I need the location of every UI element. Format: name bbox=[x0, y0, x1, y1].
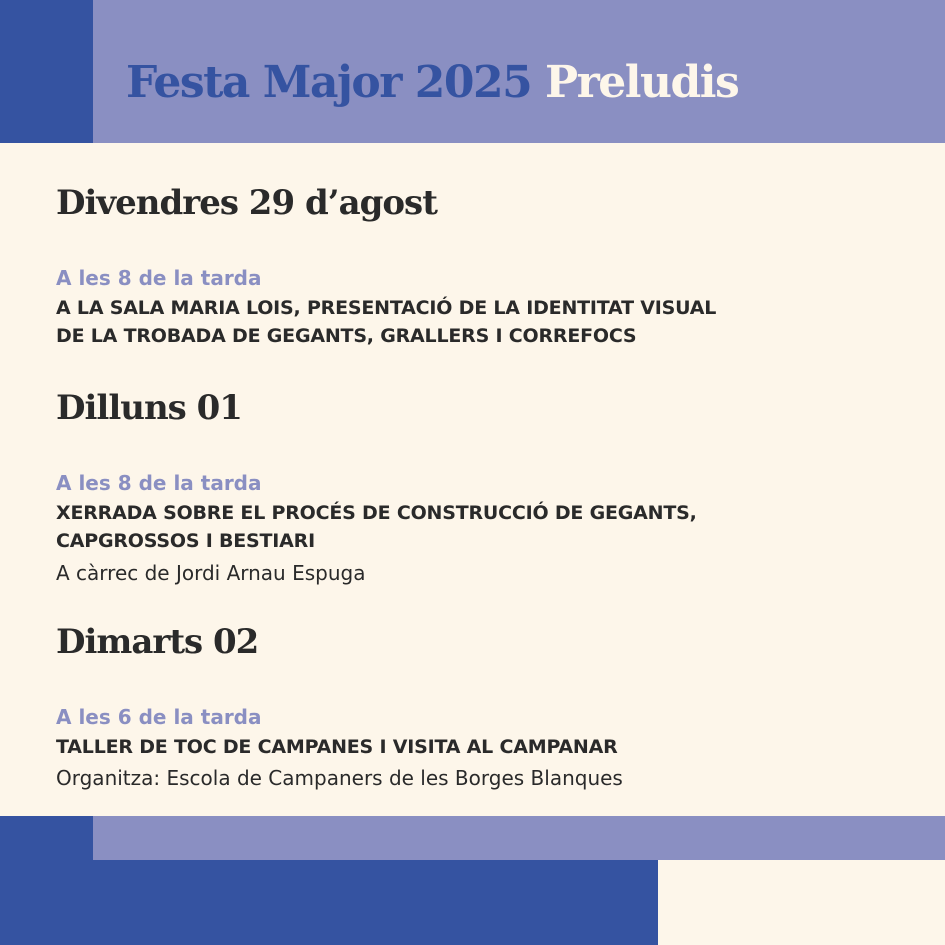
event-desc-3a: TALLER DE TOC DE CAMPANES I VISITA AL CAMPANAR bbox=[56, 736, 618, 758]
event-note-3: Organitza: Escola de Campaners de les Borges Blanques bbox=[56, 766, 623, 790]
event-day-3: Dimarts 02 bbox=[56, 622, 259, 662]
event-note-2: A càrrec de Jordi Arnau Espuga bbox=[56, 561, 366, 585]
event-time-2: A les 8 de la tarda bbox=[56, 471, 262, 495]
event-day-1: Divendres 29 d’agost bbox=[56, 183, 437, 223]
header-blue-block bbox=[0, 0, 93, 143]
event-desc-1b: DE LA TROBADA DE GEGANTS, GRALLERS I CORREFOCS bbox=[56, 325, 637, 347]
footer-cream-block bbox=[658, 860, 945, 945]
event-desc-2a: XERRADA SOBRE EL PROCÉS DE CONSTRUCCIÓ DE GEGANTS, bbox=[56, 502, 697, 524]
title-main: Festa Major 2025 bbox=[126, 57, 532, 108]
footer-blue-block bbox=[93, 860, 658, 945]
event-desc-2b: CAPGROSSOS I BESTIARI bbox=[56, 530, 315, 552]
footer-blue-corner bbox=[0, 816, 93, 945]
event-time-3: A les 6 de la tarda bbox=[56, 705, 262, 729]
footer-lavender-band bbox=[93, 816, 945, 860]
event-desc-1a: A LA SALA MARIA LOIS, PRESENTACIÓ DE LA IDENTITAT VISUAL bbox=[56, 297, 717, 319]
title-accent: Preludis bbox=[545, 57, 739, 108]
event-time-1: A les 8 de la tarda bbox=[56, 266, 262, 290]
page-title bbox=[126, 50, 738, 116]
event-day-2: Dilluns 01 bbox=[56, 388, 242, 428]
